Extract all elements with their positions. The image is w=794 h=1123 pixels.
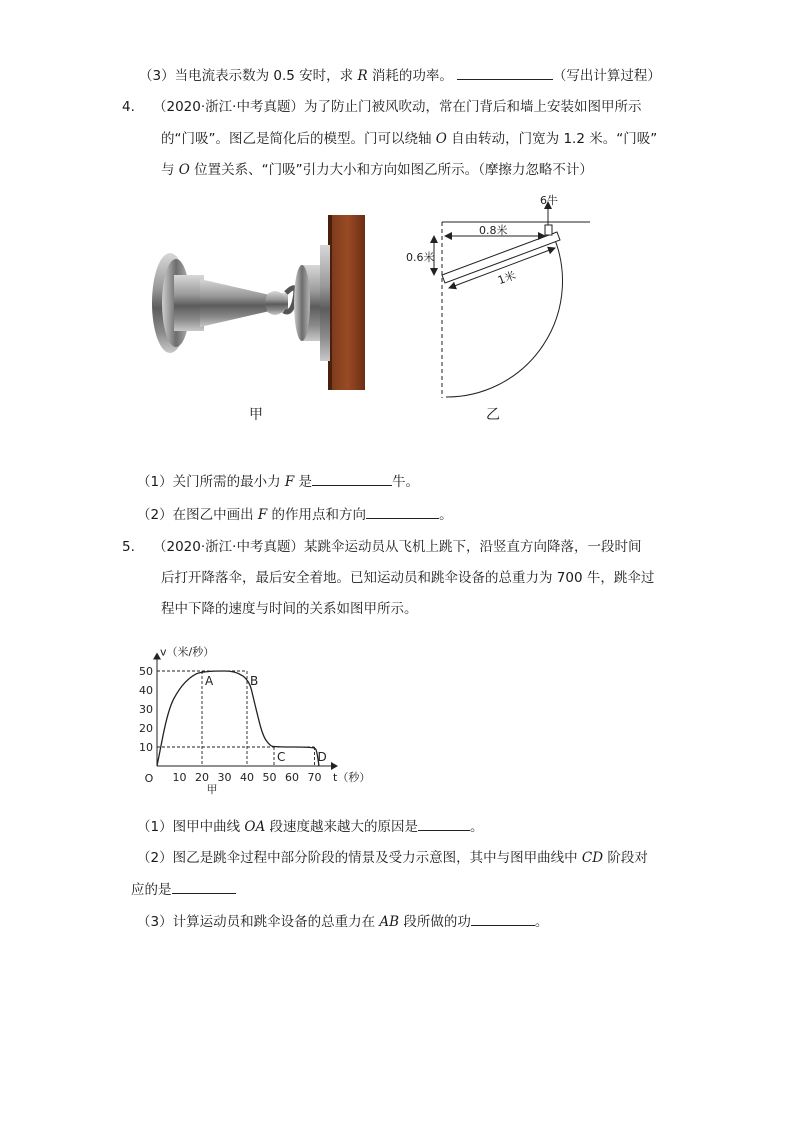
point-label-D: D	[317, 750, 327, 764]
y-tick-label: 10	[139, 741, 153, 754]
x-tick-label: 40	[240, 771, 254, 784]
q4-line2: 的“门吸”。图乙是简化后的模型。门可以绕轴 O 自由转动，门宽为 1.2 米。“门吸”	[161, 131, 658, 147]
origin-label: O	[144, 772, 154, 785]
chart-caption: 甲	[206, 783, 218, 796]
q5-line1: （2020·浙江·中考真题）某跳伞运动员从飞机上跳下，沿竖直方向降落，一段时间	[153, 539, 642, 555]
answer-blank[interactable]	[457, 66, 553, 80]
q4-line3: 与 O 位置关系、“门吸”引力大小和方向如图乙所示。（摩擦力忽略不计）	[161, 162, 593, 178]
x-tick-label: 10	[172, 771, 187, 784]
q5-line3: 程中下降的速度与时间的关系如图甲所示。	[161, 601, 418, 617]
q5-number: 5.	[122, 539, 135, 555]
y-tick-label: 30	[139, 703, 153, 716]
vertical-label: 0.6米	[406, 251, 435, 264]
q5-sub1: （1）图甲中曲线 OA 段速度越来越大的原因是 。	[137, 819, 484, 835]
point-label-A: A	[205, 674, 214, 688]
point-label-B: B	[250, 674, 259, 688]
door-stop-block	[545, 225, 552, 235]
x-tick-label: 30	[217, 771, 232, 784]
x-tick-label: 70	[307, 771, 322, 784]
q4-sub1: （1）关门所需的最小力 F 是 牛。	[137, 474, 420, 490]
q5-sub2: （2）图乙是跳伞过程中部分阶段的情景及受力示意图，其中与图甲曲线中 CD 阶段对	[137, 850, 648, 866]
q3-prev-line: （3）当电流表示数为 0.5 安时，求 R 消耗的功率。 （写出计算过程）	[139, 68, 661, 84]
answer-blank[interactable]	[312, 472, 392, 486]
velocity-curve	[157, 671, 319, 766]
answer-blank[interactable]	[366, 505, 439, 519]
x-tick-label: 60	[285, 771, 299, 784]
door-stop-photo	[150, 215, 365, 393]
velocity-time-chart	[135, 628, 375, 796]
answer-blank[interactable]	[418, 817, 470, 831]
answer-blank[interactable]	[172, 880, 236, 894]
force-label: 6牛	[540, 194, 558, 207]
diagram-caption: 乙	[486, 407, 500, 423]
photo-caption: 甲	[249, 407, 263, 423]
y-tick-label: 40	[139, 684, 153, 697]
x-tick-label: 50	[262, 771, 277, 784]
q4-line1: （2020·浙江·中考真题）为了防止门被风吹动，常在门背后和墙上安装如图甲所示	[153, 99, 642, 115]
q5-sub3: （3）计算运动员和跳伞设备的总重力在 AB 段所做的功 。	[137, 914, 549, 930]
door-model-diagram	[405, 190, 595, 405]
x-axis-label: t（秒）	[333, 771, 371, 784]
q5-sub2-cont: 应的是	[131, 880, 236, 899]
y-axis-label: v（米/秒）	[160, 645, 215, 659]
q5-line2: 后打开降落伞，最后安全着地。已知运动员和跳伞设备的总重力为 700 牛，跳伞过	[161, 570, 655, 586]
q4-sub2: （2）在图乙中画出 F 的作用点和方向 。	[137, 507, 453, 523]
point-label-C: C	[277, 750, 286, 764]
y-tick-label: 50	[139, 665, 153, 678]
y-tick-label: 20	[139, 722, 153, 735]
door-length-label: 1米	[496, 268, 518, 288]
horizontal-label: 0.8米	[479, 224, 508, 237]
answer-blank[interactable]	[471, 912, 535, 926]
x-tick-label: 20	[195, 771, 209, 784]
q4-number: 4.	[122, 99, 135, 115]
